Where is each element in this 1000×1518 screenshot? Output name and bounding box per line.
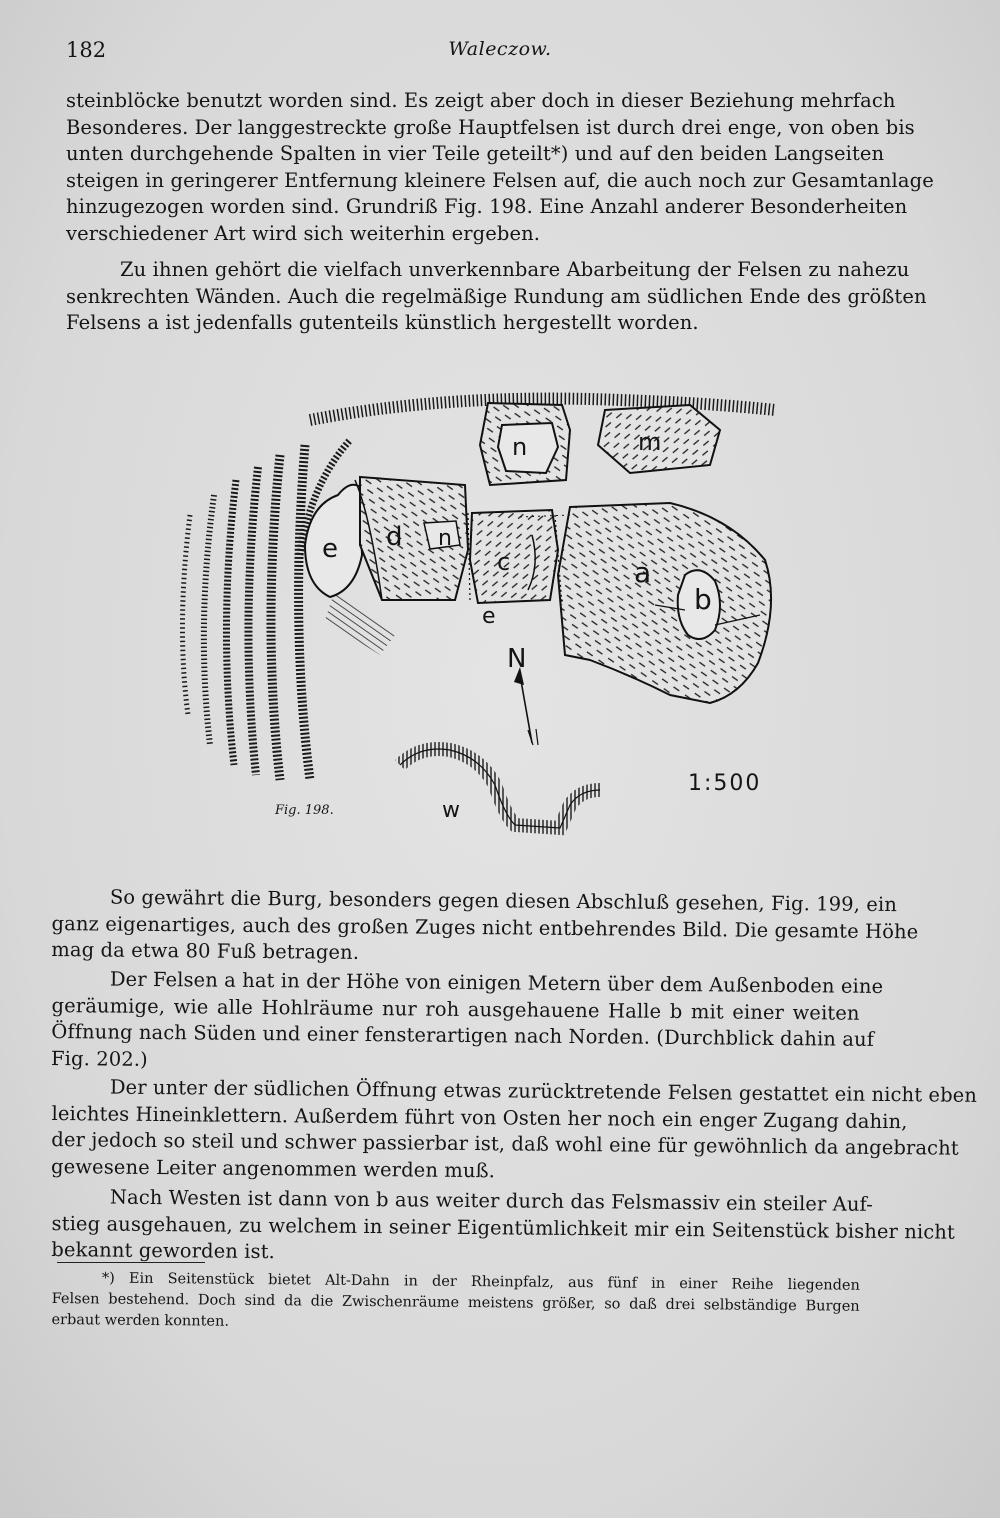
- label-d: d: [386, 522, 403, 552]
- label-c: c: [497, 548, 511, 576]
- text-line: hinzugezogen worden sind. Grundriß Fig. 198. Eine Anzahl anderer Besonderheiten: [66, 195, 908, 218]
- text-line: geräumige, wie alle Hohlräume nur roh ausgehauene Halle b mit einer weiten: [51, 993, 860, 1025]
- label-north: N: [507, 644, 527, 674]
- text-line: steinblöcke benutzt worden sind. Es zeigt aber doch in dieser Beziehung mehrfach: [66, 89, 896, 112]
- text-line: So gewährt die Burg, besonders gegen diesen Abschluß gesehen, Fig. 199, ein: [109, 885, 898, 917]
- text-line: Öffnung nach Süden und einer fensterartigen nach Norden. (Durchblick dahin auf: [51, 1019, 875, 1051]
- paragraph-5: [51, 1074, 978, 1188]
- text-line: Besonderes. Der langgestreckte große Hauptfelsen ist durch drei enge, von oben bis: [66, 115, 915, 139]
- text-line: Zu ihnen gehört die vielfach unverkennbare Abarbeitung der Felsen zu nahezu: [120, 258, 910, 281]
- text-line: Fig. 202.): [51, 1046, 148, 1071]
- footnote-line: Felsen bestehend. Doch sind da die Zwischenräume meistens größer, so daß drei selbständige Burgen: [51, 1290, 860, 1315]
- text-line: Felsens a ist jedenfalls gutenteils künstlich hergestellt worden.: [66, 311, 699, 334]
- text-line: stieg ausgehauen, zu welchem in seiner Eigentümlichkeit mir ein Seitenstück bisher nicht: [51, 1211, 956, 1244]
- footnote-line: erbaut werden konnten.: [51, 1311, 230, 1330]
- text-line: senkrechten Wänden. Auch die regelmäßige Rundung am südlichen Ende des größten: [66, 284, 927, 308]
- text-line: mag da etwa 80 Fuß betragen.: [51, 937, 360, 964]
- text-line: bekannt geworden ist.: [51, 1237, 276, 1264]
- paragraph-6: [51, 1184, 956, 1271]
- paragraph-1: [66, 88, 934, 247]
- label-e: e: [322, 534, 338, 564]
- footnote-rule: [57, 1262, 205, 1263]
- running-title: Waleczow.: [448, 38, 552, 60]
- text-line: Der unter der südlichen Öffnung etwas zurücktretende Felsen gestattet ein nicht eben: [109, 1075, 978, 1107]
- label-n-inner: n: [438, 526, 452, 551]
- text-line: Der Felsen a hat in der Höhe von einigen Metern über dem Außenboden eine: [109, 967, 884, 998]
- text-line: ganz eigenartiges, auch des großen Zuges nicht entbehrendes Bild. Die gesamte Höhe: [51, 911, 919, 943]
- footnote-line: *) Ein Seitenstück bietet Alt-Dahn in der Rheinpfalz, aus fünf in einer Reihe liegenden: [101, 1270, 860, 1294]
- figure-caption: Fig. 198.: [275, 803, 334, 818]
- label-b: b: [694, 583, 712, 616]
- ground-plan-figure: [150, 385, 800, 845]
- text-line: steigen in geringerer Entfernung kleinere Felsen auf, die auch noch zur Gesamtanlage: [66, 168, 934, 192]
- label-a: a: [634, 556, 652, 589]
- paragraph-2: [66, 257, 927, 337]
- label-m: m: [638, 428, 662, 456]
- label-w: w: [442, 798, 460, 823]
- text-line: der jedoch so steil und schwer passierbar ist, daß wohl eine für gewöhnlich da angebracht: [51, 1127, 959, 1160]
- rock-c: [470, 510, 558, 603]
- footnote: [51, 1268, 860, 1339]
- label-n-upper: n: [512, 433, 528, 461]
- text-line: Nach Westen ist dann von b aus weiter durch das Felsmassiv ein steiler Auf-: [109, 1185, 873, 1216]
- label-e-lower: e: [482, 604, 496, 629]
- text-line: unten durchgehende Spalten in vier Teile geteilt*) und auf den beiden Langseiten: [66, 142, 885, 165]
- rock-a: [558, 503, 771, 703]
- page-number: 182: [66, 38, 107, 62]
- paragraph-3: [51, 884, 919, 971]
- north-arrow: [514, 667, 538, 745]
- text-line: verschiedener Art wird sich weiterhin ergeben.: [66, 221, 541, 245]
- page-header: [62, 38, 938, 68]
- text-line: leichtes Hineinklettern. Außerdem führt von Osten her noch ein enger Zugang dahin,: [51, 1101, 908, 1133]
- paragraph-4: [51, 966, 884, 1080]
- scale-label: 1:500: [688, 771, 762, 796]
- text-line: gewesene Leiter angenommen werden muß.: [51, 1154, 496, 1182]
- wall-w: [400, 749, 600, 828]
